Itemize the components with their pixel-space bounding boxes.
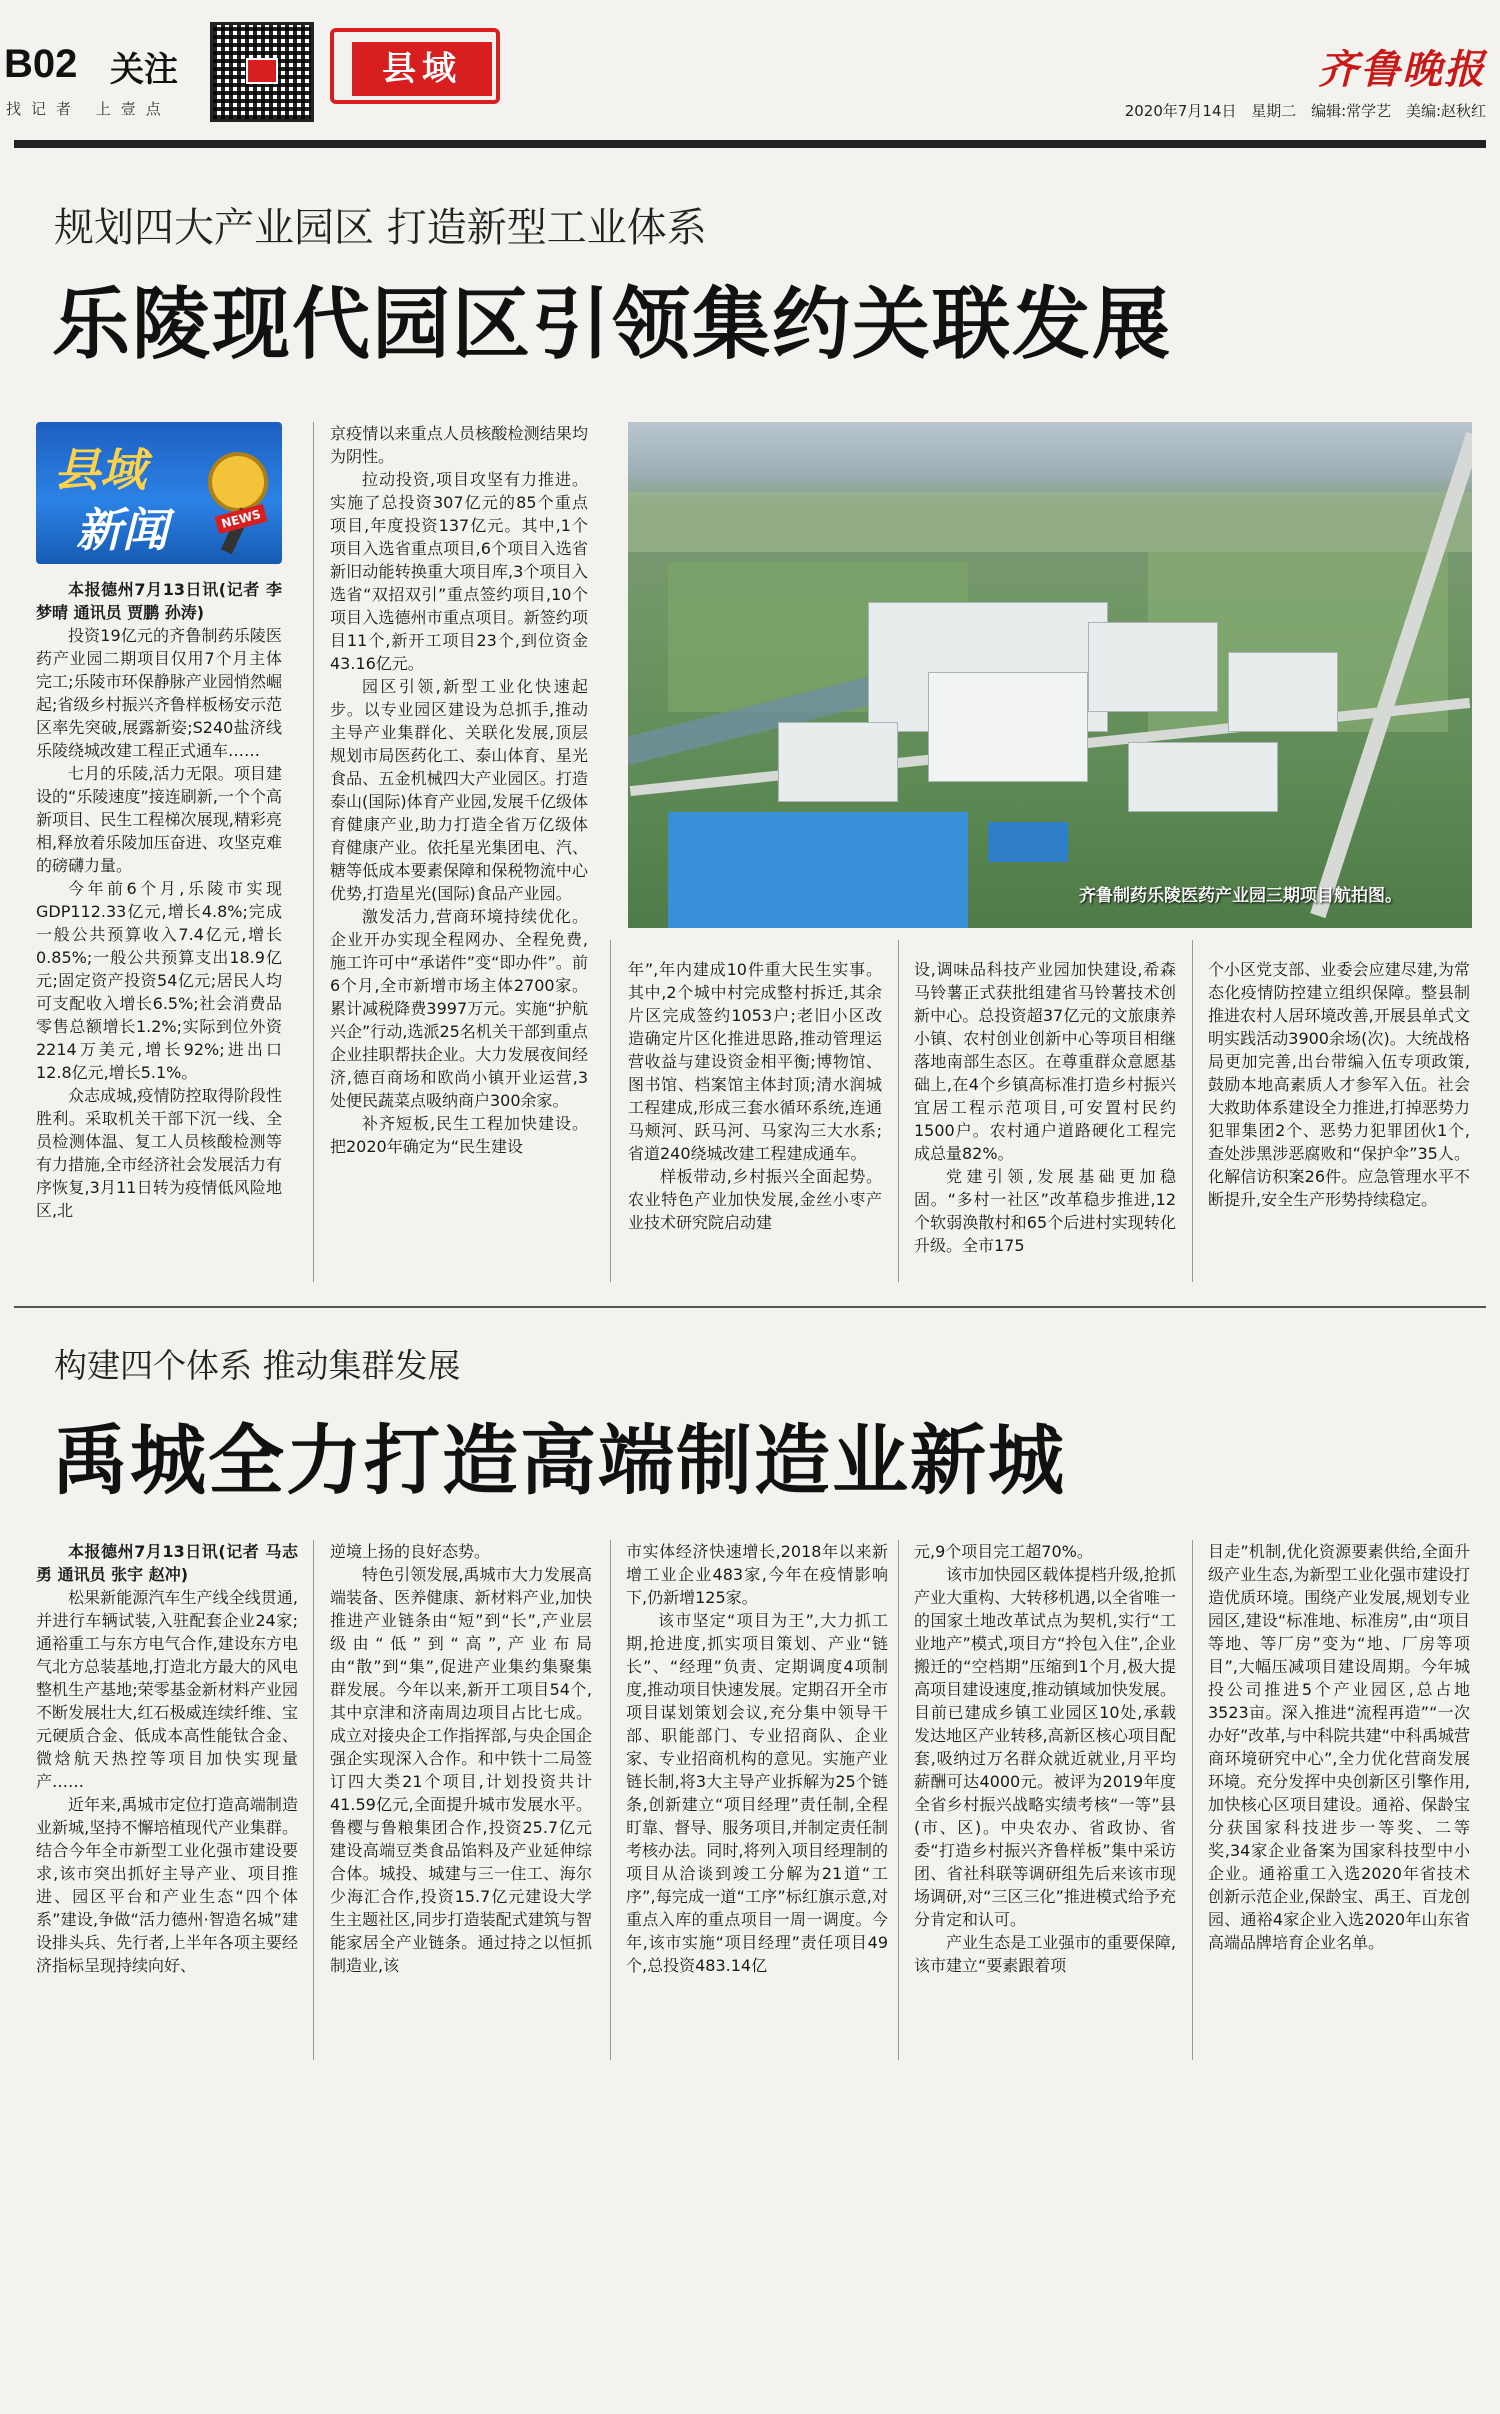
- article2-paragraph: 松果新能源汽车生产线全线贯通,并进行车辆试装,入驻配套企业24家;通裕重工与东方电气合作,建设东方电气北方总装基地,打造北方最大的风电整机生产基地;荣零基金新材料产业园不断发展壮大,红石极威连续纤维、宝元硬质合金、低成本高性能钛合金、微焓航天热控等项目加快实现量产……: [36, 1588, 298, 1791]
- section-rule: [14, 1306, 1486, 1308]
- article1-paragraph: 今年前6个月,乐陵市实现GDP112.33亿元,增长4.8%;完成一般公共预算收入7.4亿元,增长0.85%;一般公共预算支出18.9亿元;固定资产投资54亿元;居民人均可支配收入增长6.5%;社会消费品零售总额增长1.2%;实际到位外资2214万美元,增长92%;进出口12.8亿元,增长5.1%。: [36, 879, 282, 1082]
- badge-line2: 新闻: [76, 503, 168, 557]
- article1-paragraph: 众志成城,疫情防控取得阶段性胜利。采取机关干部下沉一线、全员检测体温、复工人员核酸检测等有力措施,全市经济社会发展活力有序恢复,3月11日转为疫情低风险地区,北: [36, 1086, 282, 1220]
- county-news-badge: [36, 422, 282, 564]
- issue-weekday: 星期二: [1251, 102, 1297, 120]
- article2-byline: 本报德州7月13日讯(记者 马志勇 通讯员 张宇 赵冲): [36, 1542, 298, 1584]
- column-divider: [313, 422, 314, 1282]
- article2-paragraph: 产业生态是工业强市的重要保障,该市建立“要素跟着项: [914, 1933, 1176, 1975]
- column-divider: [1192, 940, 1193, 1282]
- microphone-icon: [208, 452, 268, 512]
- article1-column-5: [1208, 958, 1470, 1282]
- article2-paragraph: 近年来,禹城市定位打造高端制造业新城,坚持不懈培植现代产业集群。结合今年全市新型工业化强市建设要求,该市突出抓好主导产业、项目推进、园区平台和产业生态“四个体系”建设,争做“活力德州·智造名城”建设排头兵、先行者,上半年各项主要经济指标呈现持续向好、: [36, 1795, 298, 1975]
- article2-paragraph: 市实体经济快速增长,2018年以来新增工业企业483家,今年在疫情影响下,仍新增125家。: [626, 1542, 888, 1607]
- issue-editor: 编辑:常学艺: [1311, 102, 1392, 120]
- article1-column-1: [36, 578, 282, 1282]
- article2-paragraph: 逆境上扬的良好态势。: [330, 1542, 491, 1561]
- photo-caption: 齐鲁制药乐陵医药产业园三期项目航拍图。: [1079, 886, 1402, 906]
- article1-column-2: [330, 422, 588, 1282]
- article1-paragraph: 投资19亿元的齐鲁制药乐陵医药产业园二期项目仅用7个月主体完工;乐陵市环保静脉产业园悄然崛起;省级乡村振兴齐鲁样板杨安示范区率先突破,展露新姿;S240盐济线乐陵绕城改建工程正式通车……: [36, 626, 282, 760]
- article2-paragraph: 该市加快园区载体提档升级,抢抓产业大重构、大转移机遇,以全省唯一的国家土地改革试点为契机,实行“工业地产”模式,项目方“拎包入住”,企业搬迁的“空档期”压缩到1个月,极大提高项目建设速度,推动镇域加快发展。目前已建成乡镇工业园区10处,承载发达地区产业转移,高新区核心项目配套,吸纳过万名群众就近就业,月平均薪酬可达4000元。被评为2019年度全省乡村振兴战略实绩考核“一等”县(市、区)。中央农办、省政协、省委“打造乡村振兴齐鲁样板”集中采访团、省社科联等调研组先后来该市现场调研,对“三区三化”推进模式给予充分肯定和认可。: [914, 1565, 1176, 1929]
- article1-paragraph: 个小区党支部、业委会应建尽建,为常态化疫情防控建立组织保障。整县制推进农村人居环境改善,开展县单式文明实践活动3900余场(次)。大统战格局更加完善,出台带编入伍专项政策,鼓励本地高素质人才参军入伍。社会大救助体系建设全力推进,打掉恶势力犯罪集团2个、恶势力犯罪团伙1个,查处涉黑涉恶腐败和“保护伞”35人。化解信访积案26件。应急管理水平不断提升,安全生产形势持续稳定。: [1208, 960, 1470, 1209]
- page-number: B02: [4, 42, 78, 86]
- aerial-photo: [628, 422, 1472, 928]
- article1-kicker: 规划四大产业园区 打造新型工业体系: [54, 205, 707, 251]
- article2-paragraph: 元,9个项目完工超70%。: [914, 1542, 1093, 1561]
- article1-paragraph: 激发活力,营商环境持续优化。企业开办实现全程网办、全程免费,施工许可中“承诺件”变“即办件”。前6个月,全市新增市场主体2700家。累计减税降费3997万元。实施“护航兴企”行动,选派25名机关干部到重点企业挂职帮扶企业。大力发展夜间经济,德百商场和欧尚小镇开业运营,3处便民蔬菜点吸纳商户300余家。: [330, 907, 588, 1110]
- article1-paragraph: 园区引领,新型工业化快速起步。以专业园区建设为总抓手,推动主导产业集群化、关联化发展,顶层规划市局医药化工、泰山体育、星光食品、五金机械四大产业园区。打造泰山(国际)体育产业园,发展千亿级体育健康产业,助力打造全省万亿级体育健康产业。依托星光集团电、汽、糖等低成本要素保障和保税物流中心优势,打造星光(国际)食品产业园。: [330, 677, 588, 903]
- article2-paragraph: 特色引领发展,禹城市大力发展高端装备、医养健康、新材料产业,加快推进产业链条由“短”到“长”,产业层级由“低”到“高”,产业布局由“散”到“集”,促进产业集约集聚集群发展。今年以来,新开工项目54个,其中京津和济南周边项目占比七成。成立对接央企工作指挥部,与央企国企强企实现深入合作。和中铁十二局签订四大类21个项目,计划投资共计41.59亿元,全面提升城市发展水平。鲁樱与鲁粮集团合作,投资25.7亿元建设高端豆类食品馅料及产业延伸综合体。城投、城建与三一住工、海尔少海汇合作,投资15.7亿元建设大学生主题社区,同步打造装配式建筑与智能家居全产业链条。通过持之以恒抓制造业,该: [330, 1565, 592, 1975]
- issue-meta: [1125, 100, 1486, 121]
- article2-headline: 禹城全力打造高端制造业新城: [52, 1416, 1066, 1505]
- issue-date: 2020年7月14日: [1124, 102, 1237, 120]
- qr-logo-icon: [246, 58, 278, 84]
- article1-paragraph: 京疫情以来重点人员核酸检测结果均为阴性。: [330, 424, 588, 466]
- article2-kicker: 构建四个体系 推动集群发展: [54, 1346, 461, 1385]
- article2-column-5: [1208, 1540, 1470, 2060]
- article2-column-1: [36, 1540, 298, 2060]
- column-divider: [898, 940, 899, 1282]
- article1-paragraph: 党建引领,发展基础更加稳固。“多村一社区”改革稳步推进,12个软弱涣散村和65个后进村实现转化升级。全市175: [914, 1167, 1176, 1255]
- column-divider: [898, 1540, 899, 2060]
- article2-paragraph: 目走”机制,优化资源要素供给,全面升级产业生态,为新型工业化强市建设打造优质环境。围绕产业发展,规划专业园区,建设“标准地、标准房”,由“项目等地、等厂房”变为“地、厂房等项目”,大幅压减项目建设周期。今年城投公司推进5个产业园区,总占地3523亩。深入推进“流程再造”“一次办好”改革,与中科院共建“中科禹城营商环境研究中心”,全力优化营商发展环境。充分发挥中央创新区引擎作用,加快核心区项目建设。通裕、保龄宝分获国家科技进步一等奖、二等奖,34家企业备案为国家科技型中小企业。通裕重工入选2020年省技术创新示范企业,保龄宝、禹王、百龙创园、通裕4家企业入选2020年山东省高端品牌培育企业名单。: [1208, 1542, 1470, 1952]
- column-divider: [610, 1540, 611, 2060]
- badge-mic-label: NEWS: [214, 504, 267, 534]
- column-divider: [313, 1540, 314, 2060]
- article1-byline: 本报德州7月13日讯(记者 李梦晴 通讯员 贾鹏 孙涛): [36, 580, 282, 622]
- article1-paragraph: 七月的乐陵,活力无限。项目建设的“乐陵速度”接连刷新,一个个高新项目、民生工程梯次展现,精彩亮相,释放着乐陵加压奋进、攻坚克难的磅礴力量。: [36, 764, 282, 875]
- article1-paragraph: 拉动投资,项目攻坚有力推进。实施了总投资307亿元的85个重点项目,年度投资137亿元。其中,1个项目入选省重点项目,6个项目入选省新旧动能转换重大项目库,3个项目入选省“双招双引”重点签约项目,10个项目入选德州市重点项目。新签约项目11个,新开工项目23个,到位资金43.16亿元。: [330, 470, 588, 673]
- article1-column-3: [628, 958, 882, 1282]
- article1-paragraph: 年”,年内建成10件重大民生实事。其中,2个城中村完成整村拆迁,其余片区完成签约1053户;老旧小区改造确定片区化推进思路,推动管理运营收益与建设资金相平衡;博物馆、图书馆、档案馆主体封顶;清水润城工程建成,形成三套水循环系统,连通马颊河、跃马河、马家沟三大水系;省道240绕城改建工程建成通车。: [628, 960, 882, 1163]
- article1-paragraph: 补齐短板,民生工程加快建设。把2020年确定为“民生建设: [330, 1114, 588, 1156]
- article1-column-4: [914, 958, 1176, 1282]
- article2-column-3: [626, 1540, 888, 2060]
- column-divider: [610, 940, 611, 1282]
- article1-headline: 乐陵现代园区引领集约关联发展: [52, 280, 1173, 370]
- article2-paragraph: 该市坚定“项目为王”,大力抓工期,抢进度,抓实项目策划、产业“链长”、“经理”负责、定期调度4项制度,推动项目快速发展。定期召开全市项目谋划策划会议,充分集中领导干部、职能部门、专业招商队、企业家、专业招商机构的意见。实施产业链长制,将3大主导产业拆解为25个链条,创新建立“项目经理”责任制,全程盯靠、督导、服务项目,并制定责任制考核办法。同时,将列入项目经理制的项目从洽谈到竣工分解为21道“工序”,每完成一道“工序”标红旗示意,对重点入库的重点项目一周一调度。今年,该市实施“项目经理”责任项目49个,总投资483.14亿: [626, 1611, 888, 1975]
- badge-line1: 县域: [54, 443, 146, 497]
- article2-column-2: [330, 1540, 592, 2060]
- article2-column-4: [914, 1540, 1176, 2060]
- newspaper-logo: 齐鲁晚报: [1318, 46, 1486, 93]
- slogan: 找记者 上壹点: [6, 100, 171, 118]
- issue-designer: 美编:赵秋红: [1405, 102, 1486, 120]
- article1-paragraph: 设,调味品科技产业园加快建设,希森马铃薯正式获批组建省马铃薯技术创新中心。总投资超37亿元的文旅康养小镇、农村创业创新中心等项目相继落地南部生态区。在尊重群众意愿基础上,在4个乡镇高标准打造乡村振兴宜居工程示范项目,可安置村民约1500户。农村通户道路硬化工程完成总量82%。: [914, 960, 1176, 1163]
- column-divider: [1192, 1540, 1193, 2060]
- masthead-rule: [14, 140, 1486, 148]
- section-label: 关注: [110, 50, 178, 90]
- column-tag: 县域: [352, 42, 492, 96]
- article1-paragraph: 样板带动,乡村振兴全面起势。农业特色产业加快发展,金丝小枣产业技术研究院启动建: [628, 1167, 882, 1232]
